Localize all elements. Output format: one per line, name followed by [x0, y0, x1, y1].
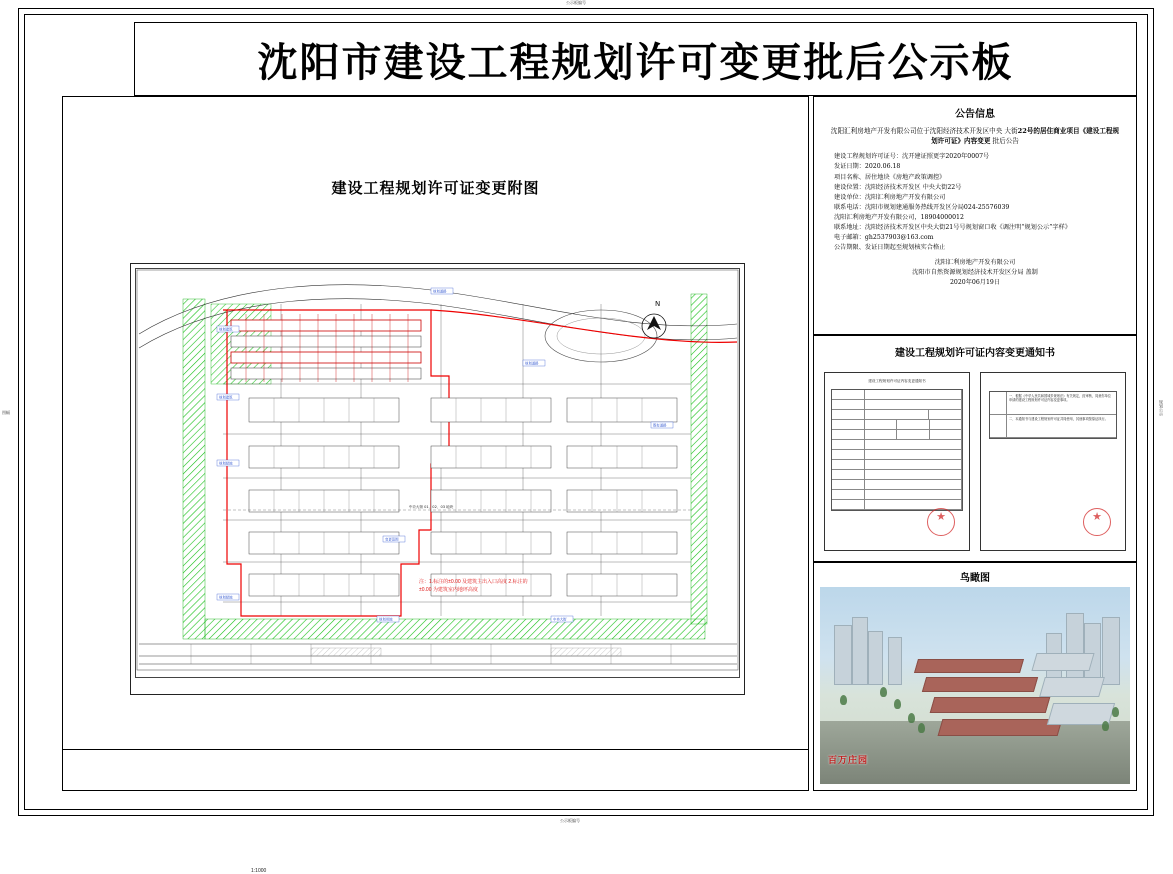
aerial-building [1102, 617, 1120, 685]
svg-text:中央大街 01、02、03 地块: 中央大街 01、02、03 地块 [408, 505, 454, 509]
tree-icon [880, 687, 887, 697]
signature-line: 沈阳汇利房地产开发有限公司 [934, 258, 1016, 266]
svg-text:规划道路: 规划道路 [433, 289, 447, 294]
signature-line: 沈阳市自然资源规划经济技术开发区分局 盖制 [912, 268, 1038, 276]
notice-item: 公告期限、发证日期起至规划核实合格止 [834, 243, 946, 251]
table-row [832, 460, 962, 470]
tree-icon [918, 723, 925, 733]
site-plan-footer-divider [63, 749, 808, 750]
table-cell [865, 430, 898, 439]
table-row [832, 450, 962, 460]
table-row [990, 392, 1116, 415]
table-row [832, 430, 962, 440]
table-cell [990, 392, 1007, 414]
plan-note: 注：1.标注的±0.00 及建筑主出入口高度 2.标注的±0.00 为建筑室内地坪高度 [419, 579, 528, 593]
aerial-building [1031, 653, 1094, 671]
notice-item: 建设单位：沈阳汇利房地产开发有限公司 [834, 193, 946, 201]
svg-text:变更范围: 变更范围 [385, 537, 399, 542]
table-cell [865, 390, 962, 399]
notice-item: 项目名称、居住地块《房地产政策调控》 [834, 173, 946, 181]
permit-scan-left-table [831, 389, 963, 511]
permit-scan-left-caption: 建设工程规划许可证内容变更通知书 [868, 379, 926, 383]
tree-icon [840, 695, 847, 705]
table-cell [865, 460, 962, 469]
table-cell [865, 420, 898, 429]
table-cell [832, 400, 865, 409]
table-cell [930, 430, 963, 439]
table-cell [865, 440, 962, 449]
svg-text:规划道路: 规划道路 [525, 361, 539, 366]
notice-item: 建设位置：沈阳经济技术开发区 中央大街22号 [834, 183, 962, 191]
tree-icon [1102, 721, 1109, 731]
aerial-building [834, 625, 852, 685]
notice-heading: 公告信息 [955, 109, 995, 120]
table-cell [865, 450, 962, 459]
aerial-building [868, 631, 883, 685]
permit-clause-1: 一、根据《中华人民共和国城乡规划法》有关规定，经审核，同意你单位申请的建设工程规划许可证内容变更事项。 [1009, 394, 1111, 403]
svg-text:规划建筑: 规划建筑 [219, 327, 233, 332]
svg-text:既有道路: 既有道路 [653, 423, 667, 428]
table-cell [990, 415, 1007, 437]
aerial-townhouse-row [914, 659, 1024, 673]
signature-line: 2020年06月19日 [949, 278, 1001, 286]
site-plan-border [135, 268, 740, 678]
table-cell [865, 410, 930, 419]
aerial-building [852, 617, 868, 685]
table-cell [865, 500, 962, 509]
permit-scan-right[interactable] [980, 372, 1126, 551]
table-cell [865, 470, 962, 479]
right-margin-mark: 规划公示 [1159, 400, 1164, 416]
table-cell [832, 460, 865, 469]
svg-text:规划建筑: 规划建筑 [219, 395, 233, 400]
table-cell [930, 420, 963, 429]
official-seal-icon [1083, 508, 1111, 536]
table-cell [832, 430, 865, 439]
table-cell [832, 480, 865, 489]
poster-title-band [134, 22, 1137, 96]
notice-item: 联系地址：沈阳经济技术开发区中央大街21号号规划窗口收《调注明“规划公示”字样》 [834, 223, 1071, 231]
table-row [832, 480, 962, 490]
notice-lead-part2: 大街 [1004, 127, 1018, 135]
notice-item: 沈阳汇利房地产开发有限公司，18904000012 [834, 213, 964, 221]
table-cell [832, 500, 865, 509]
bottom-registration-mark: 公示板编号 [560, 818, 580, 823]
notice-item: 发证日期：2020.06.18 [834, 163, 901, 171]
tree-icon [908, 713, 915, 723]
table-cell [832, 410, 865, 419]
table-row [832, 470, 962, 480]
notice-item: 电子邮箱：gh2537903@163.com [834, 233, 934, 241]
notice-lead-part3: 批后公告 [992, 137, 1019, 146]
table-cell [929, 410, 962, 419]
notice-item: 建设工程规划许可证号：沈开建证照更字2020年0007号 [834, 153, 990, 161]
official-seal-icon [927, 508, 955, 536]
aerial-view-title: 鸟瞰图 [960, 573, 990, 584]
table-cell [865, 480, 962, 489]
aerial-townhouse-row [938, 719, 1063, 736]
page-title: 沈阳市建设工程规划许可变更批后公示板 [257, 38, 1014, 86]
permit-documents-panel [813, 335, 1137, 562]
aerial-townhouse-row [922, 677, 1038, 692]
notice-signature [822, 258, 1128, 288]
table-row [832, 410, 962, 420]
table-cell [832, 470, 865, 479]
table-row [990, 415, 1116, 438]
permit-scan-row [824, 372, 1126, 551]
tree-icon [894, 699, 901, 709]
notice-panel [813, 96, 1137, 335]
permit-scan-right-table [989, 391, 1117, 439]
svg-text:规划用地: 规划用地 [379, 617, 393, 622]
tree-icon [1112, 707, 1119, 717]
table-row [832, 400, 962, 410]
table-cell [897, 430, 930, 439]
notice-lead-bold: 22号的居住商业项目《建设工程规划许可证》内容变更 [931, 127, 1120, 146]
svg-text:N: N [655, 300, 661, 308]
aerial-building [888, 637, 902, 685]
permit-documents-title: 建设工程规划许可证内容变更通知书 [895, 348, 1055, 359]
aerial-building [1066, 613, 1084, 685]
plan-scale-label: 1:1000 [251, 868, 267, 874]
notice-item: 联系电话：沈阳市规划建通服务热线开发区分局024-25576039 [834, 203, 1010, 211]
svg-text:中央大街: 中央大街 [553, 617, 567, 622]
svg-text:规划绿地: 规划绿地 [219, 595, 233, 600]
notice-item-list [834, 152, 1128, 252]
table-row [832, 490, 962, 500]
table-cell [832, 450, 865, 459]
aerial-townhouse-row [930, 697, 1051, 713]
notice-lead [828, 126, 1122, 146]
site-plan-title: 建设工程规划许可证变更附图 [331, 179, 540, 197]
top-registration-mark: 公示板编号 [566, 0, 586, 5]
table-cell [832, 390, 865, 399]
left-margin-mark: 图幅 [2, 410, 10, 415]
aerial-render-image [820, 587, 1130, 784]
table-row [832, 440, 962, 450]
aerial-banner-text: 百万庄园 [828, 756, 869, 766]
svg-text:规划绿地: 规划绿地 [219, 461, 233, 466]
permit-clause-2: 二、本通知书与建设工程规划许可证共同使用，其他事项按原证执行。 [1009, 417, 1108, 421]
table-row [832, 420, 962, 430]
table-cell [832, 490, 865, 499]
aerial-building [1039, 677, 1105, 697]
table-cell [865, 400, 962, 409]
permit-scan-left[interactable] [824, 372, 970, 551]
table-cell [897, 420, 930, 429]
table-cell [865, 490, 962, 499]
notice-lead-part1: 沈阳汇利房地产开发有限公司位于沈阳经济技术开发区中央 [830, 127, 1003, 135]
table-cell [832, 420, 865, 429]
table-row [832, 390, 962, 400]
aerial-view-panel [813, 562, 1137, 791]
table-cell [832, 440, 865, 449]
